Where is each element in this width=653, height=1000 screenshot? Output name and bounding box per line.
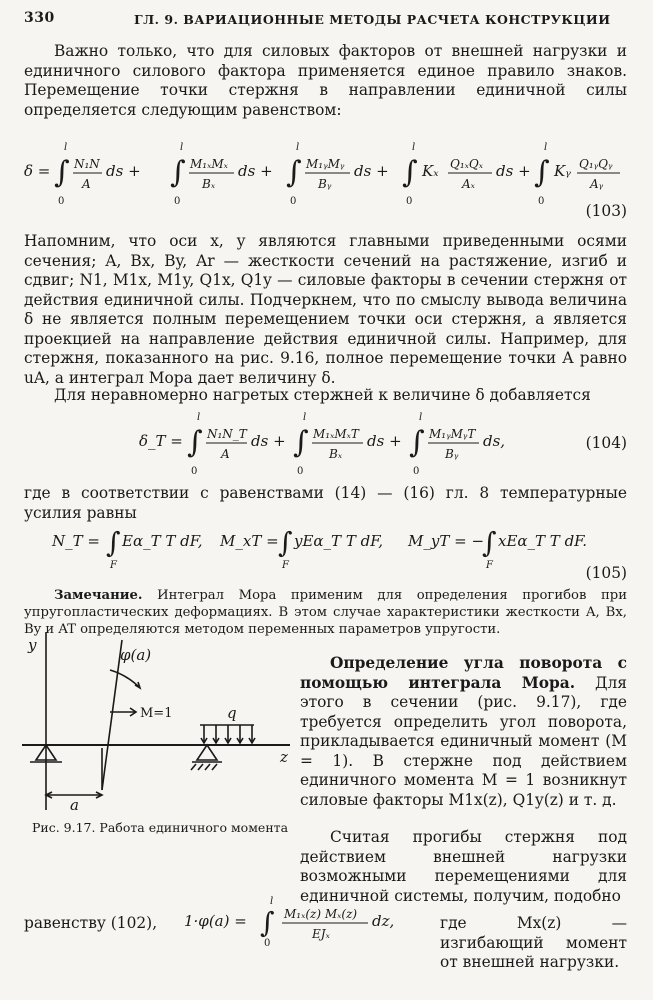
svg-text:dz,: dz, [372, 912, 395, 930]
svg-text:∫: ∫ [106, 526, 121, 559]
note-text: Интеграл Мора применим для определения прогибов при упругопластических деформациях. В этом случае характеристики жесткости A, Bx, By и AT определяются методом переменных параметров упругости. [24, 588, 627, 637]
svg-text:0: 0 [191, 466, 198, 477]
svg-text:M₁ₓMₓ: M₁ₓMₓ [190, 157, 228, 171]
svg-text:ds +: ds + [354, 162, 389, 180]
svg-text:l: l [303, 412, 307, 423]
paragraph-6-text: Считая прогибы стержня под действием внешней нагрузки возможными перемещениями для единичной системы, получим, подобно [300, 828, 627, 905]
svg-text:∫: ∫ [170, 155, 186, 190]
angle-formula [184, 896, 444, 948]
svg-text:0: 0 [264, 938, 271, 948]
svg-text:0: 0 [538, 196, 545, 207]
svg-text:ds +: ds + [251, 432, 286, 450]
equation-105-number: (105) [585, 564, 627, 582]
svg-text:Aₓ: Aₓ [462, 177, 475, 191]
svg-text:M₁ₓMₓT: M₁ₓMₓT [313, 427, 359, 441]
svg-text:∫: ∫ [286, 155, 302, 190]
svg-text:0: 0 [297, 466, 304, 477]
equation-105 [24, 520, 627, 570]
paragraph-4: где в соответствии с равенствами (14) — (16) гл. 8 температурные усилия равны [24, 484, 627, 522]
label-z: z [280, 748, 288, 766]
final-formula-line [24, 896, 627, 971]
equation-104 [24, 408, 627, 478]
chapter-title: ГЛ. 9. ВАРИАЦИОННЫЕ МЕТОДЫ РАСЧЕТА КОНСТРУКЦИИ [134, 12, 611, 27]
svg-text:M₁ᵧMᵧT: M₁ᵧMᵧT [429, 427, 476, 441]
paragraph-6a [300, 828, 627, 906]
svg-text:Eα_T T dF,: Eα_T T dF, [122, 532, 203, 550]
svg-text:Q₁ᵧQᵧ: Q₁ᵧQᵧ [579, 157, 613, 171]
svg-text:ds +: ds + [496, 162, 531, 180]
formula-suffix: где Mx(z) — изгибающий момент от внешней нагрузки. [440, 914, 627, 971]
svg-text:∫: ∫ [260, 906, 275, 939]
svg-text:ds +: ds + [367, 432, 402, 450]
label-a: a [70, 796, 79, 814]
svg-text:A: A [82, 177, 91, 191]
svg-text:δ_T =: δ_T = [139, 432, 183, 450]
equation-103 [24, 138, 627, 208]
svg-text:Kᵧ: Kᵧ [554, 162, 571, 180]
svg-text:l: l [296, 142, 300, 153]
svg-text:∫: ∫ [482, 526, 497, 559]
svg-text:F: F [110, 560, 117, 570]
svg-text:∫: ∫ [409, 425, 425, 460]
svg-text:M₁ₓ(z) Mₓ(z): M₁ₓ(z) Mₓ(z) [284, 907, 358, 921]
svg-text:xEα_T T dF.: xEα_T T dF. [498, 532, 588, 550]
svg-text:0: 0 [413, 466, 420, 477]
svg-text:Kₓ: Kₓ [422, 162, 439, 180]
svg-text:∫: ∫ [187, 425, 203, 460]
svg-text:A: A [221, 447, 230, 461]
svg-text:∫: ∫ [293, 425, 309, 460]
svg-text:ds +: ds + [238, 162, 273, 180]
beam-diagram [22, 630, 307, 820]
svg-text:l: l [544, 142, 548, 153]
label-q: q [227, 704, 237, 722]
svg-text:l: l [197, 412, 201, 423]
svg-text:0: 0 [406, 196, 413, 207]
svg-text:EJₓ: EJₓ [312, 927, 330, 941]
svg-text:N₁N_T: N₁N_T [207, 427, 247, 441]
svg-text:Bₓ: Bₓ [329, 447, 343, 461]
svg-text:Aᵧ: Aᵧ [590, 177, 604, 191]
label-m: M=1 [140, 706, 173, 721]
svg-text:ds,: ds, [483, 432, 506, 450]
equation-104-formula [139, 408, 653, 478]
equation-103-number: (103) [585, 202, 627, 220]
label-y: y [28, 636, 37, 654]
equation-103-formula [24, 138, 627, 208]
equation-104-number: (104) [585, 434, 627, 452]
heading-body: Для этого в сечении (рис. 9.17), где требуется определить угол поворота, прикладывается единичный момент (M = 1). В стержне под действием единичного момента M = 1 возникнут силовые факторы M1x(z), Q1y(z) и т. д. [300, 673, 627, 809]
page-header [24, 10, 631, 32]
svg-text:F: F [486, 560, 493, 570]
svg-text:∫: ∫ [54, 155, 70, 190]
svg-text:Bᵧ: Bᵧ [445, 447, 459, 461]
note-label: Замечание. [54, 588, 143, 603]
svg-text:l: l [180, 142, 184, 153]
svg-text:0: 0 [290, 196, 297, 207]
svg-text:N₁N: N₁N [74, 157, 100, 171]
svg-text:N_T =: N_T = [52, 532, 100, 550]
rotated-section [102, 640, 122, 790]
svg-text:yEα_T T dF,: yEα_T T dF, [294, 532, 384, 550]
right-column-paragraph [300, 654, 627, 810]
page-number: 330 [24, 10, 55, 26]
paragraph-2: Напомним, что оси x, y являются главными приведенными осями сечения; A, Bx, By, Ar — жесткости сечений на растяжение, изгиб и сдвиг; N1, M1x, M1y, Q1x, Q1y — силовые факторы в сечении стержня от действия единичной силы. Подчеркнем, что по смыслу вывода величина δ не является полным перемещением точки оси стержня, а является проекцией на направление действия единичной силы. Например, для стержня, показанного на рис. 9.16, полное перемещение точки A равно uA, а интеграл Мора дает величину δ. [24, 232, 627, 387]
svg-text:Bₓ: Bₓ [202, 177, 216, 191]
svg-text:0: 0 [174, 196, 181, 207]
svg-text:l: l [419, 412, 423, 423]
paragraph-1: Важно только, что для силовых факторов от внешней нагрузки и единичного силового фактора применяется единое правило знаков. Перемещение точки стержня в направлении единичной силы определяется следующим равенством: [24, 42, 627, 119]
svg-text:Q₁ₓQₓ: Q₁ₓQₓ [450, 157, 484, 171]
right-support [197, 745, 217, 760]
section-heading: Определение угла поворота с помощью интеграла Мора. [300, 654, 627, 692]
formula-prefix: равенству (102), [24, 914, 158, 932]
svg-text:l: l [64, 142, 68, 153]
svg-text:M_yT = −: M_yT = − [408, 532, 485, 550]
svg-text:1·φ(a) =: 1·φ(a) = [184, 912, 247, 930]
svg-text:l: l [412, 142, 416, 153]
svg-text:ds +: ds + [106, 162, 141, 180]
figure-caption: Рис. 9.17. Работа единичного момента [31, 820, 289, 835]
svg-text:Bᵧ: Bᵧ [318, 177, 332, 191]
svg-text:F: F [282, 560, 289, 570]
svg-text:∫: ∫ [278, 526, 293, 559]
equation-105-formula [24, 520, 627, 570]
svg-text:M_xT =: M_xT = [220, 532, 279, 550]
svg-text:l: l [270, 896, 274, 907]
svg-text:∫: ∫ [534, 155, 550, 190]
svg-text:∫: ∫ [402, 155, 418, 190]
svg-text:M₁ᵧMᵧ: M₁ᵧMᵧ [306, 157, 345, 171]
svg-text:0: 0 [58, 196, 65, 207]
svg-text:δ =: δ = [24, 162, 51, 180]
figure-9-17 [22, 630, 307, 845]
paragraph-3: Для неравномерно нагретых стержней к величине δ добавляется [54, 386, 591, 404]
label-phi: φ(a) [120, 646, 152, 664]
